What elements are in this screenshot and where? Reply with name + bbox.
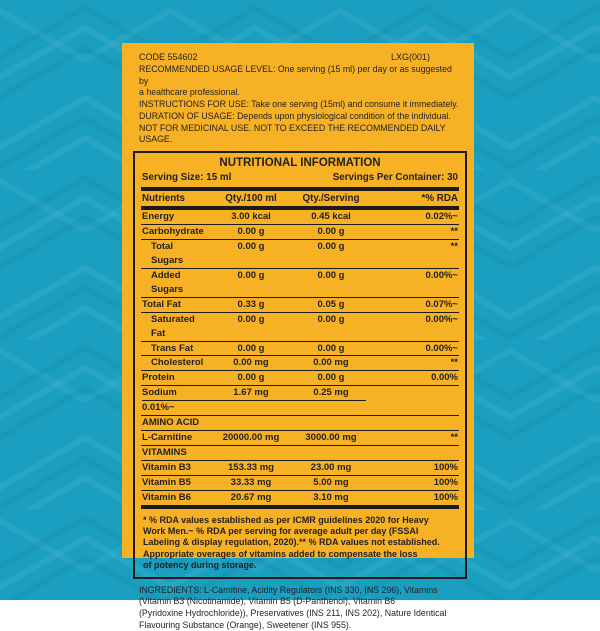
rda-percent: 0.00%~ bbox=[425, 313, 458, 325]
table-header-row bbox=[141, 191, 459, 207]
rda-percent: 0.07%~ bbox=[425, 298, 458, 310]
qty-per-100ml: 0.00 mg bbox=[233, 357, 269, 369]
qty-per-serving: 0.00 g bbox=[317, 372, 345, 384]
usage-line: NOT FOR MEDICINAL USE. NOT TO EXCEED THE RECOMMENDED DAILY USAGE. bbox=[139, 122, 446, 145]
rda-percent: 100% bbox=[433, 461, 458, 473]
qty-per-serving: 3.10 mg bbox=[313, 491, 349, 503]
table-row bbox=[141, 269, 459, 298]
footnote-line: of potency during storage. bbox=[143, 560, 257, 571]
qty-per-100ml: 153.33 mg bbox=[228, 461, 274, 473]
nutrient-name: Total Fat bbox=[142, 298, 181, 310]
table-row bbox=[141, 210, 459, 225]
usage-line: INSTRUCTIONS FOR USE: Take one serving (15ml) and consume it immediately. bbox=[139, 99, 459, 110]
table-row bbox=[141, 225, 459, 240]
qty-per-serving: 0.25 mg bbox=[296, 386, 366, 401]
table-row bbox=[141, 371, 459, 386]
rda-percent bbox=[366, 386, 458, 401]
table-row bbox=[141, 386, 459, 401]
section-title: AMINO ACID bbox=[142, 417, 200, 429]
rda-percent: 0.00%~ bbox=[425, 342, 458, 354]
qty-per-100ml: 1.67 mg bbox=[206, 386, 296, 401]
serving-size: Serving Size: 15 ml bbox=[142, 171, 232, 183]
usage-line: RECOMMENDED USAGE LEVEL: One serving (15 ml) per day or as suggested by bbox=[139, 64, 452, 86]
qty-per-100ml: 20000.00 mg bbox=[222, 432, 280, 444]
ingredients-line: Flavouring Substance (Orange), Sweetener (INS 955). bbox=[139, 619, 352, 630]
section-title: VITAMINS bbox=[142, 446, 187, 458]
qty-per-100ml: 0.00 g bbox=[237, 241, 265, 253]
ingredients-list bbox=[122, 579, 474, 631]
table-section-row bbox=[141, 416, 459, 431]
table-row bbox=[141, 313, 459, 342]
qty-per-100ml: 33.33 mg bbox=[230, 476, 272, 488]
rda-percent: ** bbox=[450, 226, 458, 238]
nutrient-name: Vitamin B6 bbox=[142, 491, 191, 503]
table-row bbox=[141, 461, 459, 476]
footnote-line: Appropriate overages of vitamins added to compensate the loss bbox=[143, 548, 418, 559]
qty-per-serving: 0.00 g bbox=[317, 313, 345, 325]
nutrient-name: Energy bbox=[142, 211, 175, 223]
footnote-line: Work Men.~ % RDA per serving for average adult per day (FSSAI bbox=[143, 525, 419, 536]
qty-per-100ml: 0.00 g bbox=[237, 226, 265, 238]
qty-per-serving: 0.00 g bbox=[317, 226, 345, 238]
table-row bbox=[141, 356, 459, 371]
nutrient-name: Total Sugars bbox=[151, 241, 184, 267]
nutrient-name: Vitamin B3 bbox=[142, 461, 191, 473]
table-row bbox=[141, 476, 459, 491]
usage-line: a healthcare professional. bbox=[139, 87, 240, 98]
nutrition-label bbox=[122, 43, 474, 630]
rda-percent: ** bbox=[450, 241, 458, 253]
nutrient-name: Protein bbox=[142, 372, 175, 384]
table-row bbox=[141, 298, 459, 313]
ingredients-line: (Pyridoxine Hydrochloride)), Preservatives (INS 211, INS 202), Nature Identical bbox=[139, 607, 447, 618]
qty-per-100ml: 0.00 g bbox=[237, 372, 265, 384]
table-title: NUTRITIONAL INFORMATION bbox=[219, 156, 381, 169]
nutrient-name: Added Sugars bbox=[151, 270, 184, 295]
footnote-line: * % RDA values established as per ICMR guidelines 2020 for Heavy bbox=[143, 514, 429, 525]
table-section-row bbox=[141, 446, 459, 461]
rda-percent: 100% bbox=[433, 491, 458, 503]
rda-percent: 100% bbox=[433, 476, 458, 488]
ingredients-line: (Vitamin B3 (Nicotinamide), Vitamin B5 (D-Panthenol), Vitamin B6 bbox=[139, 596, 396, 607]
qty-per-serving: 0.00 g bbox=[317, 342, 345, 354]
qty-per-100ml: 20.67 mg bbox=[230, 491, 272, 503]
code-row bbox=[122, 43, 474, 63]
ingredients-line: INGREDIENTS: L-Carnitine, Acidity Regulators (INS 330, INS 296), Vitamins bbox=[139, 584, 438, 595]
batch-code: LXG(001) bbox=[390, 52, 430, 62]
product-code: CODE 554602 bbox=[139, 52, 198, 62]
col-header-nutrients: Nutrients bbox=[142, 192, 186, 204]
rda-continued-value: 0.01%~ bbox=[142, 402, 175, 414]
nutrient-name: Carbohydrate bbox=[142, 226, 204, 238]
qty-per-serving: 0.00 g bbox=[317, 270, 345, 282]
footnote-line: Labeling & display regulation, 2020).** % RDA values not established. bbox=[143, 537, 440, 548]
table-row bbox=[141, 431, 459, 446]
nutrient-name: L-Carnitine bbox=[142, 432, 193, 444]
qty-per-100ml: 0.33 g bbox=[237, 298, 265, 310]
col-header-rda: *% RDA bbox=[421, 192, 458, 204]
table-row bbox=[141, 342, 459, 357]
qty-per-serving: 3000.00 mg bbox=[305, 432, 357, 444]
servings-per-container: Servings Per Container: 30 bbox=[332, 171, 458, 183]
qty-per-serving: 0.05 g bbox=[317, 298, 345, 310]
qty-per-100ml: 0.00 g bbox=[237, 342, 265, 354]
col-header-qty-serving: Qty./Serving bbox=[302, 192, 360, 204]
table-row bbox=[141, 240, 459, 269]
col-header-qty-100ml: Qty./100 ml bbox=[225, 192, 277, 204]
qty-per-100ml: 0.00 g bbox=[237, 270, 265, 282]
rda-percent: 0.00%~ bbox=[425, 270, 458, 282]
usage-line: DURATION OF USAGE: Depends upon physiological condition of the individual. bbox=[139, 110, 451, 121]
qty-per-100ml: 3.00 kcal bbox=[231, 211, 271, 223]
nutrient-name: Trans Fat bbox=[151, 342, 194, 354]
nutrition-rows bbox=[141, 210, 459, 504]
serving-row bbox=[141, 171, 459, 187]
qty-per-serving: 5.00 mg bbox=[313, 476, 349, 488]
qty-per-serving: 0.00 g bbox=[317, 241, 345, 253]
qty-per-serving: 0.00 mg bbox=[313, 357, 349, 369]
rda-percent: ** bbox=[450, 357, 458, 369]
nutrient-name: Saturated Fat bbox=[151, 313, 195, 339]
qty-per-100ml: 0.00 g bbox=[237, 313, 265, 325]
nutrition-table-box bbox=[133, 151, 467, 579]
nutrient-name: Sodium bbox=[142, 386, 206, 401]
rda-percent: 0.00% bbox=[431, 372, 458, 384]
rda-percent: 0.02%~ bbox=[425, 211, 458, 223]
qty-per-serving: 0.45 kcal bbox=[311, 211, 351, 223]
qty-per-serving: 23.00 mg bbox=[310, 461, 352, 473]
nutrient-name: Vitamin B5 bbox=[142, 476, 191, 488]
rda-percent: ** bbox=[450, 432, 458, 444]
rda-footnote bbox=[141, 509, 459, 577]
table-row bbox=[141, 491, 459, 505]
usage-instructions bbox=[122, 63, 474, 146]
table-row bbox=[141, 401, 459, 416]
nutrient-name: Cholesterol bbox=[151, 357, 204, 369]
